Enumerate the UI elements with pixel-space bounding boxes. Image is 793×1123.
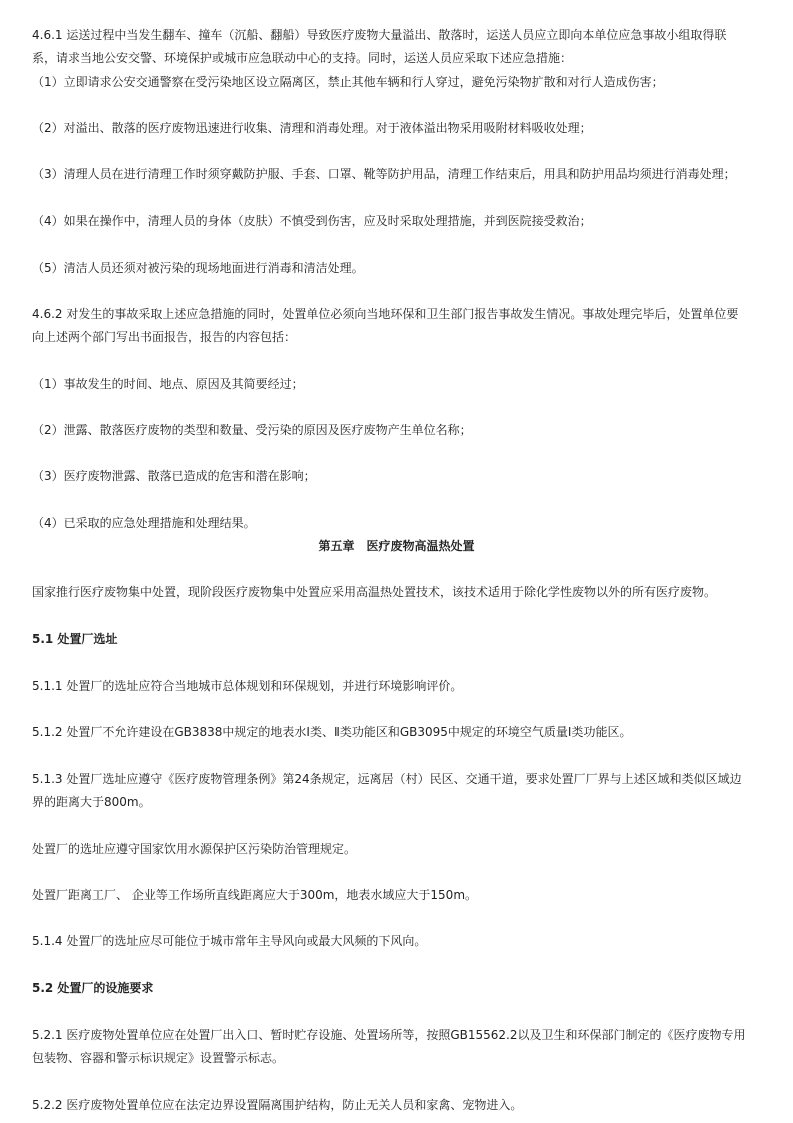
paragraph-4-6-1-line-2: 系，请求当地公安交警、环境保护或城市应急联动中心的支持。同时，运送人员应采取下述应急措施： xyxy=(32,51,573,65)
report-item-1: （1）事故发生的时间、地点、原因及其简要经过； xyxy=(32,377,304,391)
paragraph-distance: 处置厂距离工厂、 企业等工作场所直线距离应大于300m，地表水域应大于150m。 xyxy=(32,888,478,902)
paragraph-4-6-1-line-1: 4.6.1 运送过程中当发生翻车、撞车（沉船、翻船）导致医疗废物大量溢出、散落时，运送人员应立即向本单位应急事故小组取得联 xyxy=(32,28,727,42)
measure-item-2: （2）对溢出、散落的医疗废物迅速进行收集、清理和消毒处理。对于液体溢出物采用吸附材料吸收处理； xyxy=(32,121,592,135)
section-5-2-heading: 5.2 处置厂的设施要求 xyxy=(32,981,154,995)
paragraph-5-2-1-line-1: 5.2.1 医疗废物处置单位应在处置厂出入口、暂时贮存设施、处置场所等，按照GB15562.2以及卫生和环保部门制定的《医疗废物专用 xyxy=(32,1028,746,1042)
chapter-5-intro: 国家推行医疗废物集中处置，现阶段医疗废物集中处置应采用高温热处置技术，该技术适用于除化学性废物以外的所有医疗废物。 xyxy=(32,585,717,599)
report-item-3: （3）医疗废物泄露、散落已造成的危害和潜在影响； xyxy=(32,469,316,483)
measure-item-4: （4）如果在操作中，清理人员的身体（皮肤）不慎受到伤害，应及时采取处理措施，并到医院接受救治； xyxy=(32,214,592,228)
section-5-1-heading: 5.1 处置厂选址 xyxy=(32,632,118,646)
paragraph-4-6-2-line-1: 4.6.2 对发生的事故采取上述应急措施的同时，处置单位必须向当地环保和卫生部门报告事故发生情况。事故处理完毕后，处置单位要 xyxy=(32,307,739,321)
paragraph-5-1-3-line-1: 5.1.3 处置厂选址应遵守《医疗废物管理条例》第24条规定，远离居（村）民区、交通干道，要求处置厂厂界与上述区域和类似区域边 xyxy=(32,772,742,786)
report-item-2: （2）泄露、散落医疗废物的类型和数量、受污染的原因及医疗废物产生单位名称； xyxy=(32,423,472,437)
paragraph-5-1-4: 5.1.4 处置厂的选址应尽可能位于城市常年主导风向或最大风频的下风向。 xyxy=(32,934,427,948)
paragraph-5-2-2: 5.2.2 医疗废物处置单位应在法定边界设置隔离围护结构，防止无关人员和家禽、宠物进入。 xyxy=(32,1098,523,1112)
report-item-4: （4）已采取的应急处理措施和处理结果。 xyxy=(32,516,256,530)
measure-item-3: （3）清理人员在进行清理工作时须穿戴防护服、手套、口罩、靴等防护用品，清理工作结束后，用具和防护用品均须进行消毒处理； xyxy=(32,167,736,181)
paragraph-5-1-1: 5.1.1 处置厂的选址应符合当地城市总体规划和环保规划，并进行环境影响评价。 xyxy=(32,679,463,693)
paragraph-5-2-1-line-2: 包装物、容器和警示标识规定》设置警示标志。 xyxy=(32,1051,285,1065)
paragraph-water-source: 处置厂的选址应遵守国家饮用水源保护区污染防治管理规定。 xyxy=(32,842,357,856)
paragraph-5-1-3-line-2: 界的距离大于800m。 xyxy=(32,795,151,809)
paragraph-5-1-2: 5.1.2 处置厂不允许建设在GB3838中规定的地表水Ⅰ类、Ⅱ类功能区和GB3095中规定的环境空气质量Ⅰ类功能区。 xyxy=(32,725,632,739)
paragraph-4-6-2-line-2: 向上述两个部门写出书面报告，报告的内容包括： xyxy=(32,330,297,344)
measure-item-5: （5）清洁人员还须对被污染的现场地面进行消毒和清洁处理。 xyxy=(32,261,364,275)
chapter-5-title: 第五章 医疗废物高温热处置 xyxy=(318,539,475,553)
measure-item-1: （1）立即请求公安交通警察在受污染地区设立隔离区，禁止其他车辆和行人穿过，避免污染物扩散和对行人造成伤害； xyxy=(32,75,664,89)
